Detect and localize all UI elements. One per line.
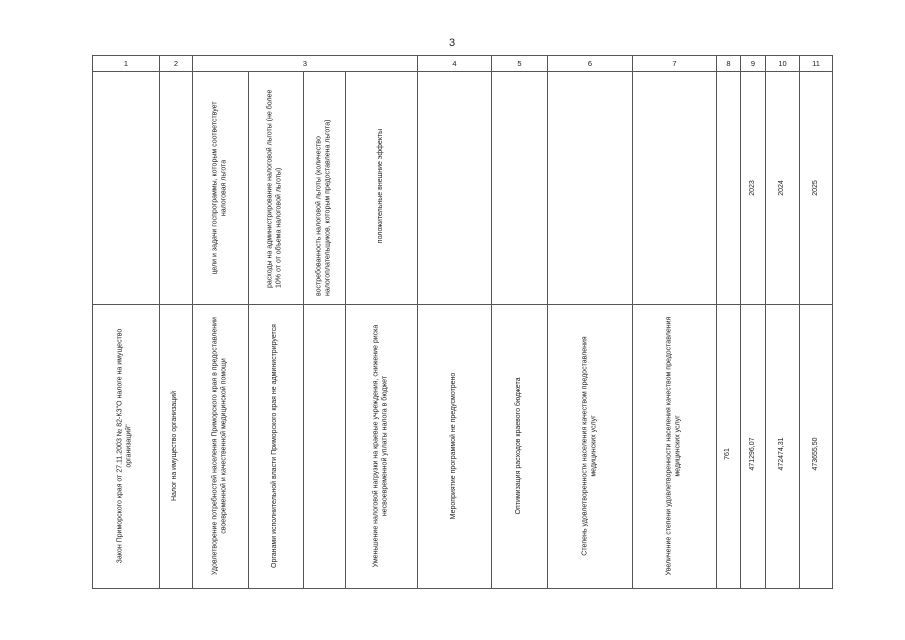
col-divider <box>192 72 193 588</box>
cell-value-2023: 471296,07 <box>748 437 756 471</box>
cell-satisfaction-increase: Увеличение степени удовлетворенности населения качеством предоставления медицинских услуг <box>665 316 681 576</box>
col-number-1: 1 <box>93 56 160 72</box>
col-divider <box>345 72 346 588</box>
header-effects: положительные внешние эффекты <box>376 128 384 244</box>
col-number-11: 11 <box>800 56 832 72</box>
col-number-3: 3 <box>193 56 418 72</box>
header-year-2025: 2025 <box>811 180 819 196</box>
col-divider <box>765 72 766 588</box>
document-table <box>92 55 833 589</box>
cell-program-measure: Мероприятие программой не предусмотрено <box>449 372 457 520</box>
col-number-9: 9 <box>741 56 766 72</box>
col-number-10: 10 <box>766 56 800 72</box>
col-divider <box>491 72 492 588</box>
cell-goals: Удовлетворение потребностей населения Приморского края в предоставлении своевременной и качественной медицинской помощи <box>211 317 227 575</box>
header-demand: востребованность налоговой льготы (количество налогоплательщиков, которым предоставлена льгота) <box>315 119 331 296</box>
cell-count: 761 <box>723 448 731 460</box>
header-year-2024: 2024 <box>777 180 785 196</box>
col-divider <box>248 72 249 588</box>
cell-value-2024: 472474,31 <box>777 437 785 471</box>
header-admin-costs: расходы на администрирование налоговой льготы (не более 10% от от объема налоговой льготы) <box>266 89 282 288</box>
col-divider <box>632 72 633 588</box>
col-divider <box>303 72 304 588</box>
cell-effects: Уменьшение налоговой нагрузки на краевые учреждения, снижение риска несвоевременной уплаты налога в бюджет <box>372 324 388 568</box>
col-number-5: 5 <box>492 56 548 72</box>
col-divider <box>716 72 717 588</box>
cell-tax: Налог на имущество организаций <box>170 390 178 502</box>
cell-satisfaction: Степень удовлетворенности населения качеством предоставления медицинских услуг <box>581 336 597 556</box>
col-number-4: 4 <box>418 56 492 72</box>
col-number-6: 6 <box>548 56 633 72</box>
col-divider <box>159 72 160 588</box>
cell-law: Закон Приморского края от 27.11.2003 № 82-КЗ"О налоге на имущество организаций" <box>116 328 132 564</box>
cell-admin: Органами исполнительной власти Приморского края не администрируется <box>270 324 278 568</box>
col-divider <box>547 72 548 588</box>
col-number-2: 2 <box>160 56 193 72</box>
cell-budget-optimization: Оптимизация расходов краевого бюджета <box>514 377 522 515</box>
cell-value-2025: 473655,50 <box>811 437 819 471</box>
col-divider <box>740 72 741 588</box>
col-divider <box>799 72 800 588</box>
col-divider <box>417 72 418 588</box>
row-divider <box>93 304 832 305</box>
col-number-8: 8 <box>717 56 741 72</box>
page-number: 3 <box>448 37 456 49</box>
header-year-2023: 2023 <box>748 180 756 196</box>
header-goals: цели и задачи госпрограммы, которым соответствует налоговая льгота <box>211 101 227 275</box>
col-number-7: 7 <box>633 56 717 72</box>
